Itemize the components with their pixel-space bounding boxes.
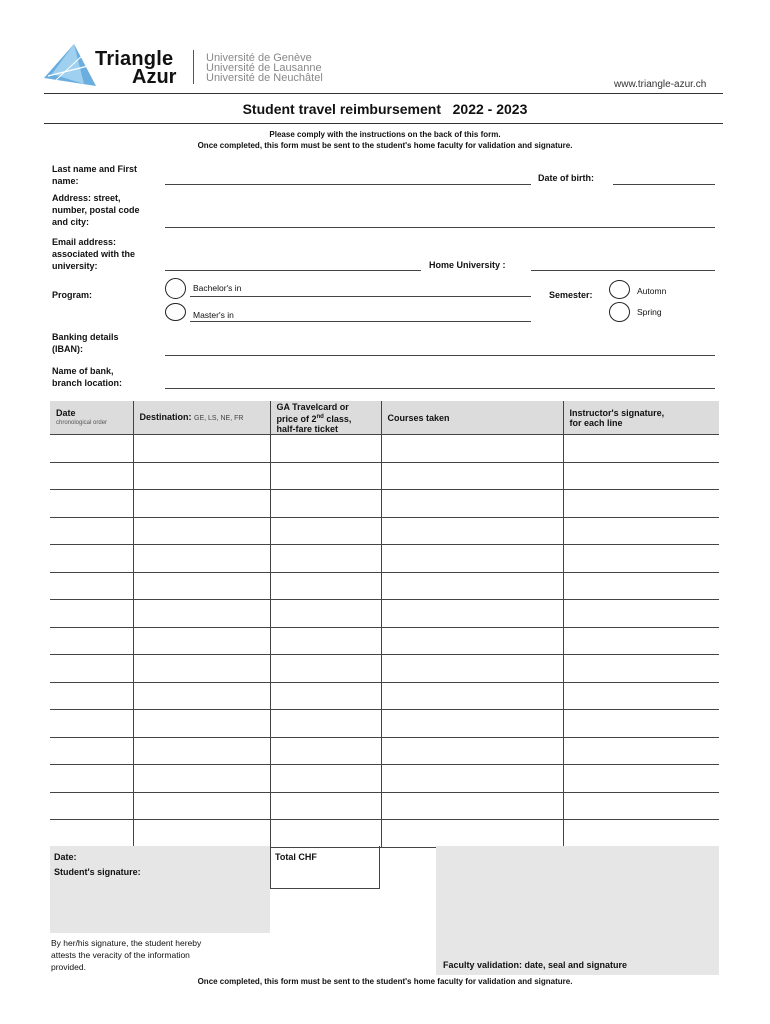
col-header-instructor-signature: Instructor's signature, for each line (563, 401, 719, 435)
table-cell[interactable] (50, 600, 133, 628)
table-cell[interactable] (381, 820, 563, 848)
table-cell[interactable] (270, 517, 381, 545)
triangle-azur-logo-icon (44, 44, 96, 86)
table-cell[interactable] (563, 792, 719, 820)
table-cell[interactable] (270, 682, 381, 710)
col-header-ga-travelcard: GA Travelcard or price of 2nd class, half-fare ticket (270, 401, 381, 435)
table-cell[interactable] (381, 572, 563, 600)
logo-text-triangle: Triangle (95, 48, 174, 70)
semester-spring-label: Spring (637, 307, 662, 317)
table-row (50, 627, 719, 655)
table-cell[interactable] (270, 655, 381, 683)
table-cell[interactable] (133, 682, 270, 710)
header-rule (44, 93, 723, 94)
table-cell[interactable] (563, 572, 719, 600)
table-cell[interactable] (270, 820, 381, 848)
table-row (50, 517, 719, 545)
table-cell[interactable] (270, 600, 381, 628)
table-cell[interactable] (133, 627, 270, 655)
iban-input-line[interactable] (165, 355, 715, 356)
table-cell[interactable] (563, 627, 719, 655)
table-cell[interactable] (563, 490, 719, 518)
table-cell[interactable] (270, 737, 381, 765)
table-cell[interactable] (133, 462, 270, 490)
table-row (50, 682, 719, 710)
university-neuchatel: Université de Neuchâtel (206, 72, 323, 84)
faculty-validation-box[interactable] (436, 846, 719, 975)
semester-spring-radio[interactable] (609, 302, 630, 322)
table-row (50, 462, 719, 490)
banking-label: Banking details (IBAN): (52, 332, 119, 354)
table-cell[interactable] (563, 710, 719, 738)
logo-text-azur: Azur (132, 66, 177, 88)
table-cell[interactable] (270, 710, 381, 738)
table-cell[interactable] (133, 572, 270, 600)
table-cell[interactable] (563, 462, 719, 490)
veracity-statement: By her/his signature, the student hereby attests the veracity of the information provided. (51, 938, 202, 972)
col-header-date: Date chronological order (50, 401, 133, 435)
table-cell[interactable] (563, 600, 719, 628)
website-link[interactable]: www.triangle-azur.ch (614, 79, 707, 90)
university-geneva: Université de Genève (206, 52, 312, 64)
email-input-line[interactable] (165, 270, 421, 271)
table-cell[interactable] (133, 655, 270, 683)
name-input-line[interactable] (165, 184, 531, 185)
table-cell[interactable] (270, 627, 381, 655)
table-cell[interactable] (133, 820, 270, 848)
table-cell[interactable] (50, 462, 133, 490)
table-cell[interactable] (381, 792, 563, 820)
col-header-courses: Courses taken (381, 401, 563, 435)
table-cell[interactable] (381, 655, 563, 683)
table-cell[interactable] (381, 517, 563, 545)
table-cell[interactable] (50, 545, 133, 573)
table-cell[interactable] (50, 737, 133, 765)
table-cell[interactable] (381, 682, 563, 710)
bottom-note: Once completed, this form must be sent to the student's home faculty for validation and signature. (197, 977, 573, 986)
dob-input-line[interactable] (613, 184, 715, 185)
table-cell[interactable] (50, 572, 133, 600)
travel-table (50, 401, 719, 848)
dob-label: Date of birth: (538, 173, 594, 183)
table-cell[interactable] (381, 710, 563, 738)
table-cell[interactable] (563, 517, 719, 545)
table-cell[interactable] (270, 572, 381, 600)
table-cell[interactable] (50, 792, 133, 820)
table-cell[interactable] (270, 545, 381, 573)
table-row (50, 572, 719, 600)
total-chf-label: Total CHF (275, 852, 317, 862)
table-cell[interactable] (133, 490, 270, 518)
table-cell[interactable] (563, 682, 719, 710)
table-cell[interactable] (133, 765, 270, 793)
logo-divider (193, 50, 194, 84)
semester-autumn-label: Automn (637, 286, 667, 296)
table-cell[interactable] (50, 627, 133, 655)
table-cell[interactable] (133, 792, 270, 820)
faculty-validation-label: Faculty validation: date, seal and signature (443, 960, 628, 970)
program-master-label: Master's in (193, 310, 234, 320)
table-row (50, 765, 719, 793)
university-lausanne: Université de Lausanne (206, 62, 322, 74)
table-cell[interactable] (270, 765, 381, 793)
table-cell[interactable] (563, 737, 719, 765)
table-cell[interactable] (381, 627, 563, 655)
program-bachelor-label: Bachelor's in (193, 283, 242, 293)
bank-name-label: Name of bank, branch location: (52, 366, 123, 388)
table-cell[interactable] (133, 435, 270, 463)
instructions-line-1: Please comply with the instructions on the back of this form. (269, 130, 501, 139)
bachelor-input-line[interactable] (190, 296, 531, 297)
table-row (50, 792, 719, 820)
table-row (50, 710, 719, 738)
table-cell[interactable] (50, 710, 133, 738)
table-cell[interactable] (563, 545, 719, 573)
home-university-label: Home University : (429, 260, 506, 270)
table-cell[interactable] (50, 517, 133, 545)
table-cell[interactable] (381, 462, 563, 490)
semester-label: Semester: (549, 290, 593, 300)
col-header-destination: Destination: GE, LS, NE, FR (133, 401, 270, 435)
table-row (50, 655, 719, 683)
table-cell[interactable] (381, 545, 563, 573)
name-label: Last name and First name: (52, 164, 138, 186)
table-row (50, 545, 719, 573)
table-cell[interactable] (381, 435, 563, 463)
bank-name-input-line[interactable] (165, 388, 715, 389)
table-cell[interactable] (50, 765, 133, 793)
footer-date-label: Date: (54, 852, 77, 862)
table-cell[interactable] (270, 490, 381, 518)
table-cell[interactable] (50, 435, 133, 463)
address-input-line[interactable] (165, 227, 715, 228)
program-master-radio[interactable] (165, 303, 186, 321)
student-signature-box[interactable] (50, 846, 270, 933)
table-cell[interactable] (133, 600, 270, 628)
table-cell[interactable] (563, 655, 719, 683)
table-cell[interactable] (381, 737, 563, 765)
table-cell[interactable] (50, 682, 133, 710)
table-cell[interactable] (270, 435, 381, 463)
table-cell[interactable] (133, 710, 270, 738)
table-cell[interactable] (381, 765, 563, 793)
table-row (50, 600, 719, 628)
master-input-line[interactable] (190, 321, 531, 322)
table-row (50, 490, 719, 518)
program-bachelor-radio[interactable] (165, 278, 186, 299)
title-rule (44, 123, 723, 124)
semester-autumn-radio[interactable] (609, 280, 630, 299)
table-cell[interactable] (50, 490, 133, 518)
table-cell[interactable] (133, 545, 270, 573)
home-university-input-line[interactable] (531, 270, 715, 271)
table-cell[interactable] (50, 655, 133, 683)
table-row (50, 737, 719, 765)
table-cell[interactable] (270, 792, 381, 820)
table-cell[interactable] (133, 737, 270, 765)
table-row (50, 820, 719, 848)
program-label: Program: (52, 290, 93, 300)
table-cell[interactable] (270, 462, 381, 490)
table-cell[interactable] (381, 490, 563, 518)
table-cell[interactable] (563, 765, 719, 793)
student-signature-label: Student's signature: (54, 867, 141, 877)
table-cell[interactable] (563, 820, 719, 848)
instructions-line-2: Once completed, this form must be sent to the student's home faculty for validation and signature. (197, 141, 573, 150)
table-cell[interactable] (50, 820, 133, 848)
table-row (50, 435, 719, 463)
table-cell[interactable] (133, 517, 270, 545)
address-label: Address: street, number, postal code and city: (52, 193, 140, 227)
table-cell[interactable] (563, 435, 719, 463)
table-cell[interactable] (381, 600, 563, 628)
email-label: Email address: associated with the university: (52, 237, 136, 271)
form-title: Student travel reimbursement 2022 - 2023 (242, 101, 528, 117)
